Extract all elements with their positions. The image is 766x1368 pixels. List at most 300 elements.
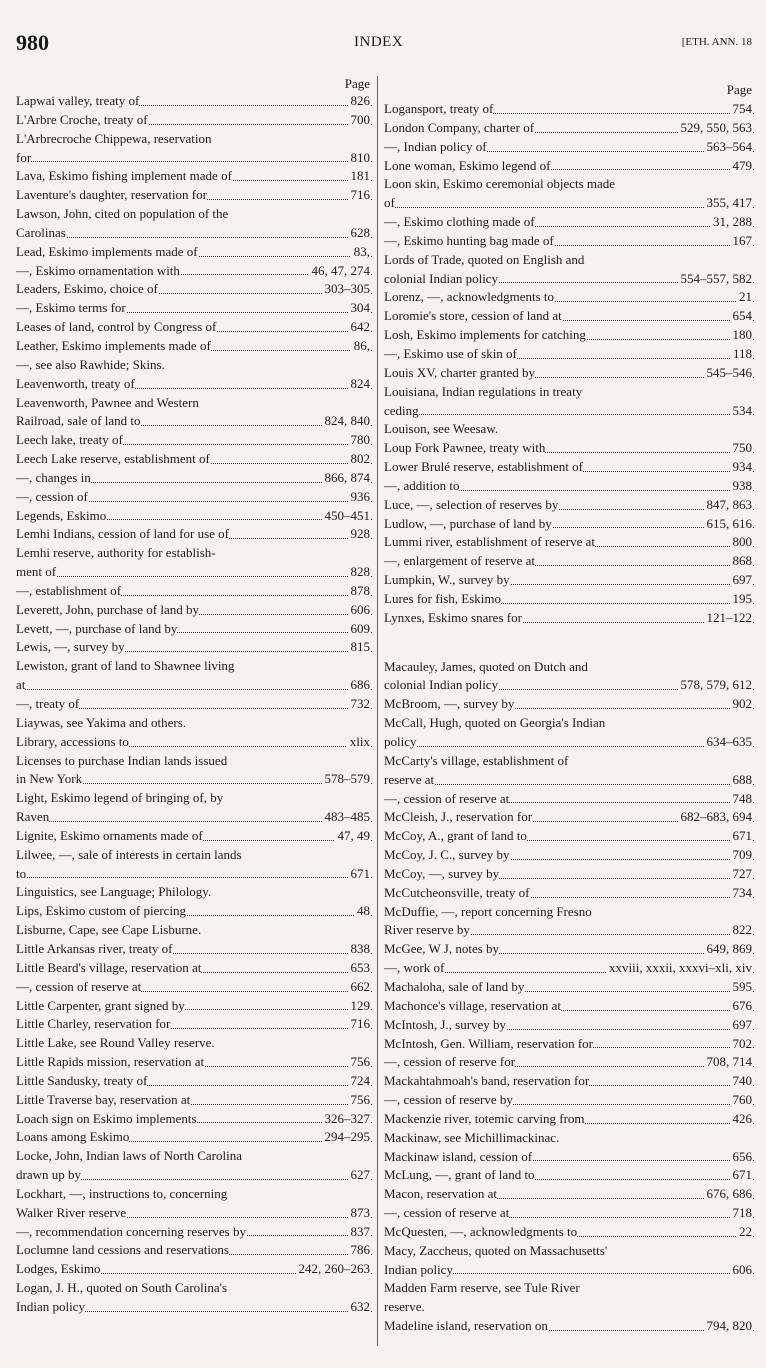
index-entry: [384, 1072, 754, 1091]
entry-text: Leavenworth, treaty of: [16, 375, 135, 391]
entry-page-ref: 606: [730, 1261, 753, 1280]
entry-page-ref: 31, 288: [710, 213, 752, 232]
index-entry: [16, 1128, 372, 1147]
entry-text: Liaywas, see Yakima and others.: [16, 714, 187, 730]
entry-page-ref: 824: [348, 375, 371, 394]
entry-page-ref: 718: [730, 1204, 753, 1223]
index-entry: [16, 243, 372, 262]
entry-text: Lips, Eskimo custom of piercing: [16, 903, 187, 919]
entry-text: Louison, see Weesaw.: [384, 421, 499, 437]
entry-page-ref: 716: [348, 186, 371, 205]
index-entry: [384, 119, 754, 138]
index-entry: [16, 111, 372, 130]
index-entry: [16, 978, 372, 997]
entry-text: Lisburne, Cape, see Cape Lisburne.: [16, 922, 202, 938]
entry-page-ref: 632: [348, 1298, 371, 1317]
entry-page-ref: 697: [730, 571, 753, 590]
entry-text: McIntosh, Gen. William, reservation for: [384, 1035, 593, 1051]
entry-page-ref: 936: [348, 488, 371, 507]
entry-text: —, Eskimo hunting bag made of: [384, 232, 554, 248]
entry-text: McCleish, J., reservation for: [384, 809, 533, 825]
index-entry: [384, 533, 754, 552]
entry-text: Lone woman, Eskimo legend of: [384, 157, 551, 173]
index-entry: [384, 232, 754, 251]
index-entry: [384, 1035, 754, 1054]
index-entry: [16, 544, 372, 563]
entry-page-ref: 426: [730, 1110, 753, 1129]
index-entry: [16, 714, 372, 733]
entry-page-ref: 702: [730, 1035, 753, 1054]
entry-page-ref: 534: [730, 402, 753, 421]
entry-page-ref: 578, 579, 612: [678, 676, 753, 695]
entry-page-ref: 118: [730, 345, 752, 364]
entry-text: Little Sandusky, treaty of: [16, 1072, 148, 1088]
entry-text: ceding: [384, 402, 419, 418]
entry-text: —, cession of: [16, 488, 88, 504]
entry-page-ref: 786: [348, 1241, 371, 1260]
entry-text: McGee, W J, notes by: [384, 941, 500, 957]
index-entry: [16, 865, 372, 884]
index-entry: [16, 507, 372, 526]
entry-page-ref: 686: [348, 676, 371, 695]
index-entry: [16, 1223, 372, 1242]
entry-page-ref: 479: [730, 157, 753, 176]
entry-text: Little Lake, see Round Valley reserve.: [16, 1035, 215, 1051]
page-header: [0, 30, 766, 54]
index-entry: [16, 375, 372, 394]
entry-text: policy: [384, 734, 417, 749]
entry-page-ref: 748: [730, 790, 753, 809]
entry-page-ref: 671: [730, 827, 753, 846]
entry-page-ref: 46, 47, 274: [309, 262, 371, 281]
index-entry: [16, 1053, 372, 1072]
entry-page-ref: 654: [730, 307, 753, 326]
entry-text: McCoy, J. C., survey by: [384, 847, 510, 863]
index-entry: [16, 883, 372, 902]
entry-text: Railroad, sale of land to: [16, 413, 141, 429]
entry-text: Lemhi reserve, authority for establish-: [16, 545, 216, 561]
entry-text: —, recommendation concerning reserves by: [16, 1223, 246, 1239]
entry-page-ref: 700: [348, 111, 371, 130]
entry-text: Mackenzie river, totemic carving from: [384, 1110, 585, 1126]
entry-text: Library, accessions to: [16, 733, 129, 749]
entry-text: Lignite, Eskimo ornaments made of: [16, 827, 203, 843]
index-entry: [384, 496, 754, 515]
index-entry: [16, 582, 372, 601]
entry-page-ref: 627: [348, 1166, 371, 1185]
entry-text: reserve at: [384, 771, 435, 787]
entry-page-ref: 180: [730, 326, 753, 345]
entry-page-ref: 838: [348, 940, 371, 959]
index-entry: [384, 364, 754, 383]
entry-text: Little Arkansas river, treaty of: [16, 940, 173, 956]
index-entry: [384, 1148, 754, 1167]
entry-text: —, cession of reserve at: [16, 978, 142, 994]
entry-text: Loromie's store, cession of land at: [384, 308, 562, 324]
index-entry: [384, 733, 754, 752]
entry-page-ref: 826: [348, 92, 371, 111]
index-entry: [384, 695, 754, 714]
entry-page-ref: 837: [348, 1223, 371, 1242]
index-entry: [384, 345, 754, 364]
entry-page-ref: 653: [348, 959, 371, 978]
index-entry: [384, 752, 754, 771]
entry-text: Raven: [16, 809, 50, 825]
index-entry: [16, 1298, 372, 1317]
index-entry: [384, 590, 754, 609]
index-entry: [16, 280, 372, 299]
index-entry: [384, 402, 754, 421]
entry-page-ref: 734: [730, 884, 753, 903]
entry-text: Loup Fork Pawnee, treaty with: [384, 440, 546, 456]
index-entry: [384, 865, 754, 884]
entry-text: —, Eskimo terms for: [16, 300, 126, 316]
index-entry: [16, 638, 372, 657]
index-entry: [384, 903, 754, 922]
entry-page-ref: 529, 550, 563: [678, 119, 753, 138]
entry-text: River reserve by: [384, 922, 470, 938]
entry-text: for: [16, 149, 32, 165]
index-entry: [16, 657, 372, 676]
entry-text: Indian policy: [384, 1261, 453, 1277]
entry-text: of: [384, 195, 395, 211]
entry-page-ref: 304: [348, 299, 371, 318]
running-title: INDEX: [354, 34, 404, 50]
index-entry: [384, 213, 754, 232]
index-entry: [16, 318, 372, 337]
entry-page-ref: 688: [730, 771, 753, 790]
entry-text: McQuesten, —, acknowledgments to: [384, 1223, 578, 1239]
entry-text: Loclumne land cessions and reservations: [16, 1242, 229, 1258]
index-entry: [16, 469, 372, 488]
index-entry: [16, 770, 372, 789]
index-entry: [16, 1072, 372, 1091]
entry-text: Lower Brulé reserve, establishment of: [384, 459, 583, 475]
index-entry: [384, 100, 754, 119]
entry-page-ref: 676: [730, 997, 753, 1016]
entry-text: Levett, —, purchase of land by: [16, 620, 178, 636]
index-entry: [16, 299, 372, 318]
entry-text: Luce, —, selection of reserves by: [384, 496, 559, 512]
entry-text: L'Arbrecroche Chippewa, reservation: [16, 130, 212, 146]
entry-text: Macauley, James, quoted on Dutch and: [384, 658, 588, 674]
entry-text: L'Arbre Croche, treaty of: [16, 111, 148, 127]
index-entry: [384, 676, 754, 695]
entry-text: Madeline island, reservation on: [384, 1318, 548, 1334]
index-entry: [384, 458, 754, 477]
index-entry: [16, 902, 372, 921]
entry-page-ref: 181: [348, 167, 371, 186]
entry-text: Licenses to purchase Indian lands issued: [16, 752, 228, 768]
entry-page-ref: 697: [730, 1016, 753, 1035]
entry-page-ref: 545–546: [704, 364, 753, 383]
entry-text: Little Traverse bay, reservation at: [16, 1091, 191, 1107]
entry-page-ref: xlix: [347, 733, 370, 752]
entry-page-ref: 48: [354, 902, 370, 921]
entry-page-ref: 671: [730, 1166, 753, 1185]
index-entry: [384, 921, 754, 940]
index-entry: [16, 1147, 372, 1166]
page-column-label: Page: [344, 76, 370, 91]
index-entry: [16, 1260, 372, 1279]
index-entry: [384, 1317, 754, 1336]
entry-text: Indian policy: [16, 1299, 85, 1314]
entry-text: Leases of land, control by Congress of: [16, 319, 217, 335]
entry-page-ref: 167: [730, 232, 753, 251]
entry-text: at: [16, 677, 26, 693]
entry-page-ref: 754: [730, 100, 753, 119]
index-entry: [16, 620, 372, 639]
index-entry: [384, 194, 754, 213]
entry-page-ref: 195: [730, 590, 753, 609]
index-entry: [16, 789, 372, 808]
entry-text: Lewis, —, survey by: [16, 639, 125, 655]
index-entry: [16, 563, 372, 582]
index-entry: [384, 477, 754, 496]
entry-text: Mackahtahmoah's band, reservation for: [384, 1073, 590, 1089]
entry-page-ref: 928: [348, 525, 371, 544]
entry-text: —, cession of reserve for: [384, 1054, 516, 1070]
index-entry: [384, 714, 754, 733]
entry-text: Lockhart, —, instructions to, concerning: [16, 1185, 228, 1201]
entry-page-ref: 868: [730, 552, 753, 571]
index-entry: [16, 733, 372, 752]
index-entry: [384, 138, 754, 157]
index-entry: [384, 383, 754, 402]
index-entry: [16, 808, 372, 827]
entry-text: Louisiana, Indian regulations in treaty: [384, 383, 583, 399]
index-entry: [384, 1166, 754, 1185]
entry-text: Walker River reserve: [16, 1204, 127, 1220]
entry-page-ref: 750: [730, 439, 753, 458]
entry-text: Losh, Eskimo implements for catching: [384, 327, 586, 343]
index-entry: [384, 790, 754, 809]
entry-page-ref: 642: [348, 318, 371, 337]
entry-text: —, establishment of: [16, 582, 122, 598]
index-entry: [16, 1185, 372, 1204]
entry-page-ref: 242, 260–263: [296, 1260, 371, 1279]
entry-text: McCall, Hugh, quoted on Georgia's Indian: [384, 715, 606, 731]
entry-text: in New York: [16, 771, 83, 787]
entry-text: Little Rapids mission, reservation at: [16, 1054, 205, 1070]
entry-text: —, changes in: [16, 469, 91, 485]
entry-page-ref: 595: [730, 978, 753, 997]
entry-text: —, cession of reserve by: [384, 1092, 513, 1108]
entry-text: Lapwai valley, treaty of: [16, 93, 140, 108]
entry-text: —, cession of reserve at: [384, 790, 510, 806]
index-entry: [384, 609, 754, 628]
entry-page-ref: 682–683, 694: [678, 808, 753, 827]
index-entry: [384, 288, 754, 307]
entry-page-ref: 938: [730, 477, 753, 496]
index-entry: [384, 270, 754, 289]
entry-page-ref: 554–557, 582: [678, 270, 753, 289]
entry-page-ref: 662: [348, 978, 371, 997]
section-gap: [384, 628, 754, 658]
entry-text: Lodges, Eskimo: [16, 1261, 101, 1277]
entry-text: McCoy, —, survey by: [384, 865, 500, 881]
entry-text: London Company, charter of: [384, 119, 535, 135]
entry-text: Lilwee, —, sale of interests in certain lands: [16, 846, 242, 862]
index-entry: [384, 1129, 754, 1148]
index-entry: [384, 978, 754, 997]
entry-text: McCarty's village, establishment of: [384, 752, 569, 768]
entry-text: —, see also Rawhide; Skins.: [16, 356, 165, 372]
index-entry: [384, 515, 754, 534]
index-entry: [16, 262, 372, 281]
index-entry: [384, 1110, 754, 1129]
index-column-right: [384, 76, 754, 1336]
index-entry: [384, 1185, 754, 1204]
entry-text: Legends, Eskimo: [16, 507, 107, 523]
entry-text: Logan, J. H., quoted on South Carolina's: [16, 1280, 228, 1296]
entry-page-ref: 800: [730, 533, 753, 552]
entry-page-ref: 656: [730, 1148, 753, 1167]
entry-page-ref: 740: [730, 1072, 753, 1091]
entry-page-ref: 873: [348, 1204, 371, 1223]
entry-text: McCutcheonsville, treaty of: [384, 884, 530, 900]
index-entry: [16, 752, 372, 771]
entry-text: —, Eskimo ornamentation with: [16, 262, 180, 278]
entry-page-ref: 615, 616: [704, 515, 753, 534]
index-entry: [384, 1016, 754, 1035]
entry-text: —, addition to: [384, 477, 460, 493]
entry-text: —, Eskimo clothing made of: [384, 214, 535, 230]
entry-page-ref: 824, 840: [322, 412, 371, 431]
entry-text: Lures for fish, Eskimo: [384, 590, 501, 606]
entry-text: Locke, John, Indian laws of North Carolina: [16, 1148, 243, 1164]
index-entry: [16, 1015, 372, 1034]
index-entry: [384, 1298, 754, 1317]
entry-text: Carolinas: [16, 224, 66, 240]
index-entry: [16, 1241, 372, 1260]
entry-page-ref: 847, 863: [704, 496, 753, 515]
entry-page-ref: 780: [348, 431, 371, 450]
index-entry: [384, 1091, 754, 1110]
index-entry: [384, 175, 754, 194]
entry-page-ref: 303–305: [322, 280, 371, 299]
entry-page-ref: 121–122: [704, 609, 753, 628]
index-entry: [16, 921, 372, 940]
entry-text: ment of: [16, 564, 57, 580]
index-entry: [384, 846, 754, 865]
entry-page-ref: 294–295: [322, 1128, 371, 1147]
entry-page-ref: 86,: [351, 337, 370, 356]
entry-page-ref: 21: [736, 288, 752, 307]
entry-page-ref: 676, 686: [704, 1185, 753, 1204]
index-entry: [384, 157, 754, 176]
index-column-left: [16, 76, 372, 1317]
entry-text: Mackinaw, see Michillimackinac.: [384, 1129, 560, 1145]
index-entry: [384, 1204, 754, 1223]
index-entry: [16, 431, 372, 450]
entry-text: —, work of: [384, 960, 445, 976]
entry-text: —, cession of reserve at: [384, 1205, 510, 1221]
index-entry: [16, 1034, 372, 1053]
index-entry: [384, 959, 754, 978]
index-entry: [384, 827, 754, 846]
entry-text: Little Charley, reservation for: [16, 1016, 171, 1032]
page-column-label: Page: [726, 82, 752, 97]
entry-text: —, Eskimo use of skin of: [384, 345, 517, 361]
entry-page-ref: 724: [348, 1072, 371, 1091]
entry-text: colonial Indian policy: [384, 270, 499, 286]
index-entry: [384, 420, 754, 439]
index-entry: [16, 149, 372, 168]
entry-page-ref: 727: [730, 865, 753, 884]
index-entry: [384, 326, 754, 345]
entry-text: Macy, Zaccheus, quoted on Massachusetts': [384, 1242, 608, 1258]
entry-text: Lava, Eskimo fishing implement made of: [16, 168, 232, 184]
index-entry: [384, 940, 754, 959]
index-entry: [16, 1110, 372, 1129]
entry-text: Lawson, John, cited on population of the: [16, 206, 229, 222]
index-entry: [384, 808, 754, 827]
entry-text: Linguistics, see Language; Philology.: [16, 884, 212, 900]
index-entry: [16, 997, 372, 1016]
index-entry: [16, 450, 372, 469]
index-entry: [384, 997, 754, 1016]
entry-page-ref: 450–451: [322, 507, 371, 526]
index-entry: [16, 827, 372, 846]
index-entry: [16, 1091, 372, 1110]
entry-text: Leavenworth, Pawnee and Western: [16, 394, 199, 410]
entry-text: Machonce's village, reservation at: [384, 997, 562, 1013]
entry-page-ref: 563–564: [704, 138, 753, 157]
index-entry: [384, 658, 754, 677]
entry-page-ref: 810: [348, 149, 371, 168]
entry-text: Leech Lake reserve, establishment of: [16, 451, 210, 467]
entry-text: Leverett, John, purchase of land by: [16, 601, 200, 617]
entry-page-ref: 828: [348, 563, 371, 582]
entry-text: reserve.: [384, 1299, 425, 1315]
entry-text: Light, Eskimo legend of bringing of, by: [16, 790, 224, 806]
entry-text: Logansport, treaty of: [384, 101, 494, 116]
column-divider: [377, 76, 378, 1346]
entry-text: McLung, —, grant of land to: [384, 1167, 535, 1183]
entry-page-ref: 649, 869: [704, 940, 753, 959]
entry-text: Lynxes, Eskimo snares for: [384, 609, 522, 625]
entry-page-ref: 902: [730, 695, 753, 714]
entry-text: drawn up by: [16, 1167, 81, 1183]
entry-text: McCoy, A., grant of land to: [384, 828, 527, 844]
entry-text: Lewiston, grant of land to Shawnee living: [16, 658, 235, 674]
entry-text: Leaders, Eskimo, choice of: [16, 281, 158, 297]
index-entry: [384, 1223, 754, 1242]
entry-text: —, enlargement of reserve at: [384, 553, 535, 569]
index-entry: [16, 1166, 372, 1185]
entry-text: Mackinaw island, cession of: [384, 1148, 533, 1164]
entry-text: Lorenz, —, acknowledgments to: [384, 289, 555, 305]
index-entry: [16, 846, 372, 865]
entry-text: Machaloha, sale of land by: [384, 978, 525, 994]
index-entry: [384, 571, 754, 590]
entry-text: Lummi river, establishment of reserve at: [384, 534, 596, 550]
entry-page-ref: 606: [348, 601, 371, 620]
entry-text: Madden Farm reserve, see Tule River: [384, 1280, 580, 1296]
entry-page-ref: 708, 714: [704, 1053, 753, 1072]
entry-page-ref: 878: [348, 582, 371, 601]
entry-page-ref: 83,: [351, 243, 370, 262]
entry-text: Lords of Trade, quoted on English and: [384, 251, 585, 267]
page-number: 980: [16, 30, 49, 55]
entry-page-ref: 822: [730, 921, 753, 940]
entry-page-ref: 355, 417: [704, 194, 753, 213]
entry-text: Loon skin, Eskimo ceremonial objects made: [384, 176, 616, 192]
index-entry: [384, 1053, 754, 1072]
index-entry: [16, 92, 372, 111]
index-entry: [16, 412, 372, 431]
